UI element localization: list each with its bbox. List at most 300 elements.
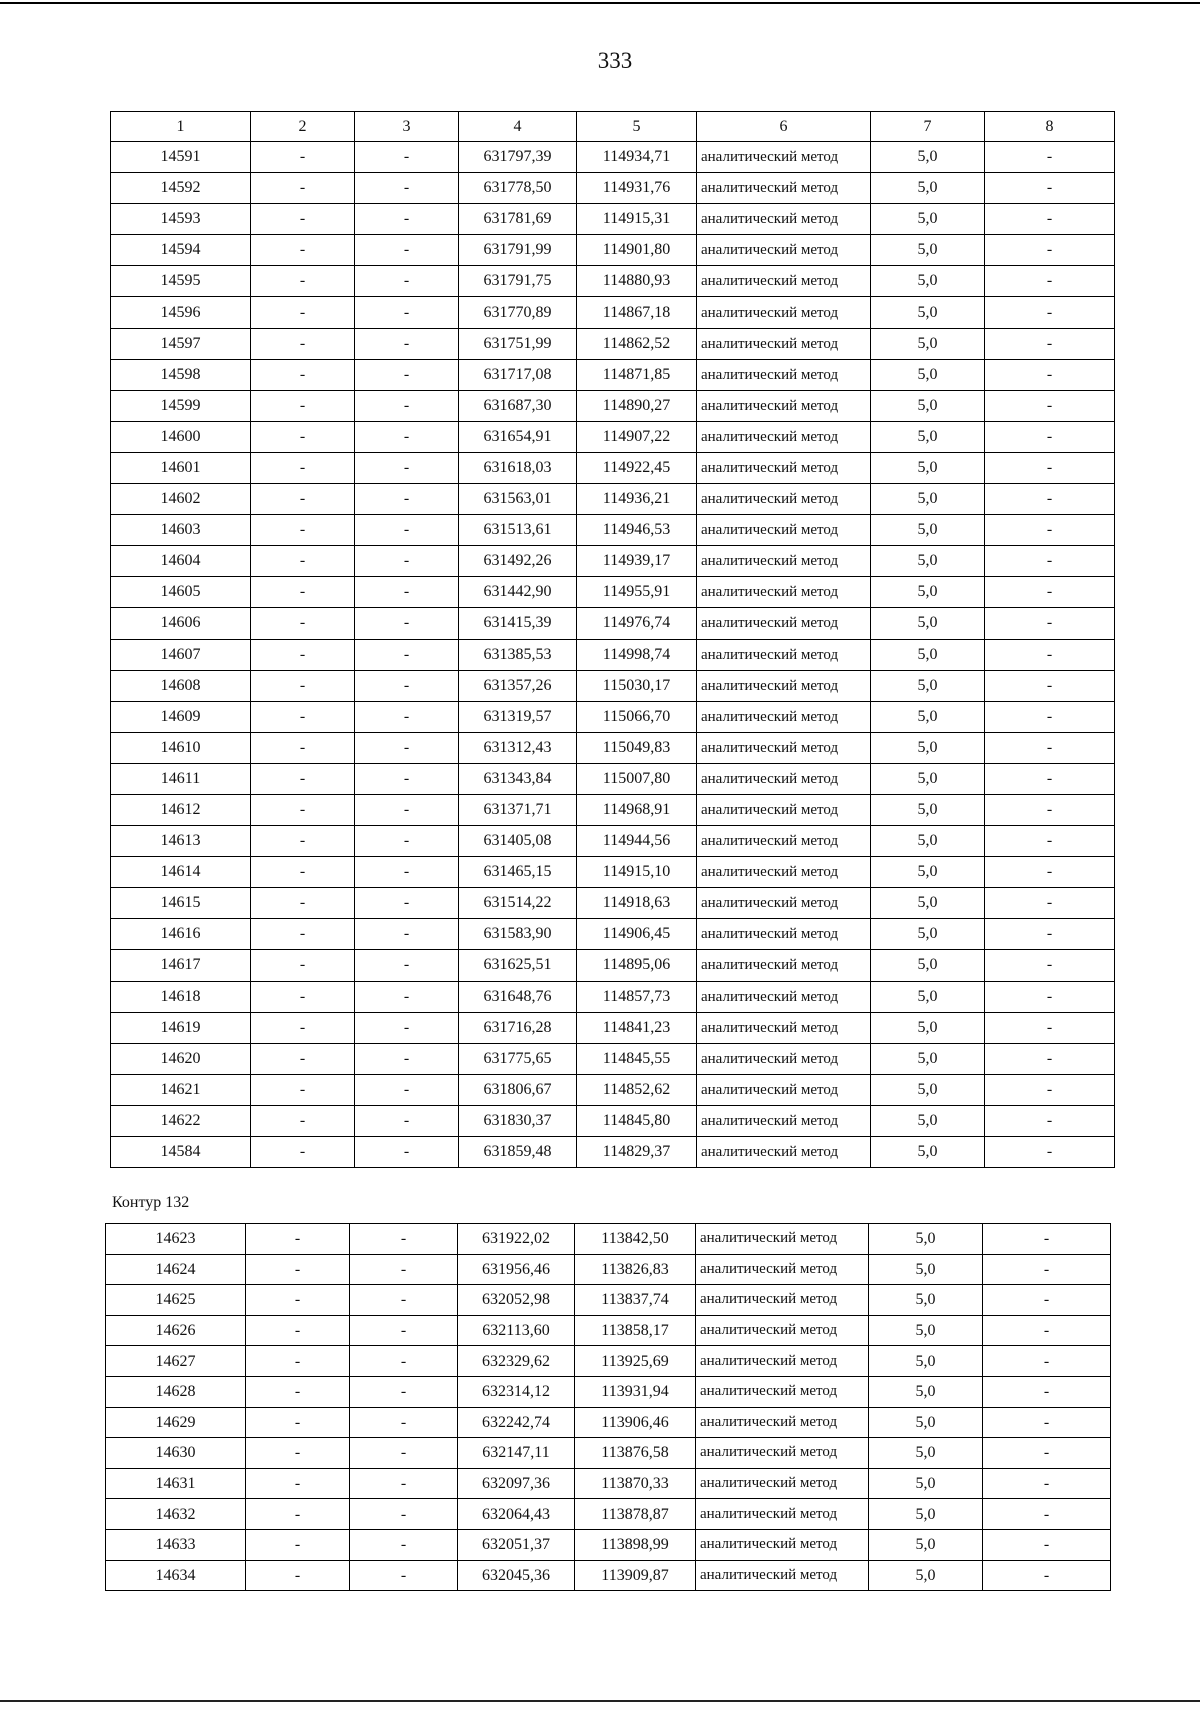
table-cell: 114936,21: [577, 484, 697, 515]
table-cell: аналитический метод: [696, 1224, 869, 1255]
table-cell: 632052,98: [458, 1285, 575, 1316]
table-cell: аналитический метод: [697, 390, 871, 421]
table-cell: 114906,45: [577, 919, 697, 950]
table-row: [111, 981, 1115, 1012]
table-row: [111, 546, 1115, 577]
table-cell: -: [355, 546, 459, 577]
table-cell: 5,0: [871, 1012, 985, 1043]
table-row: [106, 1407, 1111, 1438]
table-cell: -: [350, 1438, 458, 1469]
table-row: [106, 1468, 1111, 1499]
table-cell: 631492,26: [459, 546, 577, 577]
table-cell: -: [246, 1407, 350, 1438]
table-cell: аналитический метод: [696, 1346, 869, 1377]
table-cell: аналитический метод: [697, 794, 871, 825]
table-row: [106, 1315, 1111, 1346]
table-cell: 113837,74: [575, 1285, 696, 1316]
table-cell: 631319,57: [459, 701, 577, 732]
table-cell: 114871,85: [577, 359, 697, 390]
table-cell: 631583,90: [459, 919, 577, 950]
table-cell: -: [985, 452, 1115, 483]
table-cell: 5,0: [869, 1346, 983, 1377]
table-cell: 5,0: [871, 608, 985, 639]
table-cell: 14617: [111, 950, 251, 981]
table-cell: 631514,22: [459, 888, 577, 919]
table-cell: 14612: [111, 794, 251, 825]
table-cell: 631654,91: [459, 421, 577, 452]
table-cell: -: [251, 235, 355, 266]
table-cell: аналитический метод: [697, 266, 871, 297]
table-cell: -: [355, 857, 459, 888]
table-cell: аналитический метод: [696, 1254, 869, 1285]
table-row: [111, 390, 1115, 421]
table-cell: -: [985, 204, 1115, 235]
table-cell: -: [985, 857, 1115, 888]
table-cell: 5,0: [871, 515, 985, 546]
table-cell: 113842,50: [575, 1224, 696, 1255]
table-cell: -: [350, 1499, 458, 1530]
table-cell: 14606: [111, 608, 251, 639]
table-cell: 5,0: [871, 1137, 985, 1168]
table-cell: -: [251, 701, 355, 732]
table-cell: аналитический метод: [697, 484, 871, 515]
table-cell: аналитический метод: [697, 639, 871, 670]
table-cell: 5,0: [871, 732, 985, 763]
table-cell: 114890,27: [577, 390, 697, 421]
table-cell: -: [355, 1012, 459, 1043]
table-row: [111, 763, 1115, 794]
table-cell: 5,0: [871, 390, 985, 421]
table-row: [111, 484, 1115, 515]
table-cell: 632329,62: [458, 1346, 575, 1377]
table-row: [111, 359, 1115, 390]
table-cell: 113870,33: [575, 1468, 696, 1499]
table-cell: 14631: [106, 1468, 246, 1499]
table-cell: -: [251, 857, 355, 888]
table-cell: -: [355, 1105, 459, 1136]
table-cell: 5,0: [871, 1074, 985, 1105]
table-cell: 631770,89: [459, 297, 577, 328]
table-cell: аналитический метод: [697, 204, 871, 235]
table-cell: -: [251, 919, 355, 950]
table-cell: -: [983, 1346, 1111, 1377]
table-cell: 114931,76: [577, 173, 697, 204]
table-row: [111, 1012, 1115, 1043]
table-cell: аналитический метод: [697, 515, 871, 546]
table-cell: 115066,70: [577, 701, 697, 732]
table-cell: 3: [355, 112, 459, 142]
table-cell: 5: [577, 112, 697, 142]
table-cell: 632113,60: [458, 1315, 575, 1346]
table-cell: 631859,48: [459, 1137, 577, 1168]
table-cell: 5,0: [871, 421, 985, 452]
table-cell: аналитический метод: [697, 1105, 871, 1136]
table-row: [111, 888, 1115, 919]
table-cell: 632242,74: [458, 1407, 575, 1438]
table-cell: 14592: [111, 173, 251, 204]
table-row: [106, 1560, 1111, 1591]
table-cell: 113898,99: [575, 1529, 696, 1560]
table-cell: -: [355, 701, 459, 732]
table-cell: -: [983, 1376, 1111, 1407]
table-cell: -: [355, 1137, 459, 1168]
table-row: [111, 235, 1115, 266]
table-cell: -: [350, 1468, 458, 1499]
table-cell: 114845,80: [577, 1105, 697, 1136]
table-cell: -: [355, 1074, 459, 1105]
table-cell: -: [251, 888, 355, 919]
table-cell: 114968,91: [577, 794, 697, 825]
table-cell: 631791,99: [459, 235, 577, 266]
table-cell: 14600: [111, 421, 251, 452]
table-cell: 8: [985, 112, 1115, 142]
table-cell: 5,0: [871, 1105, 985, 1136]
table-cell: 114857,73: [577, 981, 697, 1012]
table-cell: 631716,28: [459, 1012, 577, 1043]
table-cell: -: [355, 390, 459, 421]
table-cell: -: [985, 981, 1115, 1012]
table-cell: -: [355, 297, 459, 328]
table-cell: -: [985, 421, 1115, 452]
table-cell: -: [355, 266, 459, 297]
table-cell: -: [251, 546, 355, 577]
table-cell: -: [246, 1315, 350, 1346]
table-cell: -: [985, 142, 1115, 173]
table-cell: 14615: [111, 888, 251, 919]
table-cell: аналитический метод: [697, 981, 871, 1012]
table-row: [111, 515, 1115, 546]
table-row: [106, 1438, 1111, 1469]
table-cell: 5,0: [871, 701, 985, 732]
table-cell: аналитический метод: [697, 826, 871, 857]
table-cell: -: [355, 452, 459, 483]
table-cell: 5,0: [869, 1499, 983, 1530]
table-cell: 114955,91: [577, 577, 697, 608]
table-cell: 14610: [111, 732, 251, 763]
table-cell: -: [355, 328, 459, 359]
table-cell: -: [251, 266, 355, 297]
table-cell: -: [350, 1315, 458, 1346]
table-cell: 114867,18: [577, 297, 697, 328]
table-cell: 114976,74: [577, 608, 697, 639]
table-cell: -: [246, 1376, 350, 1407]
table-cell: -: [355, 359, 459, 390]
table-cell: 14611: [111, 763, 251, 794]
table-cell: 114998,74: [577, 639, 697, 670]
table-row: [106, 1529, 1111, 1560]
table-cell: 631956,46: [458, 1254, 575, 1285]
table-cell: -: [251, 763, 355, 794]
table-cell: 114845,55: [577, 1043, 697, 1074]
table-cell: 114862,52: [577, 328, 697, 359]
table-cell: 7: [871, 112, 985, 142]
table-cell: -: [246, 1468, 350, 1499]
table-cell: -: [985, 1074, 1115, 1105]
table-cell: 113931,94: [575, 1376, 696, 1407]
table-cell: 6: [697, 112, 871, 142]
table-cell: 14634: [106, 1560, 246, 1591]
table-cell: -: [355, 235, 459, 266]
table-cell: -: [251, 826, 355, 857]
table-cell: 5,0: [869, 1224, 983, 1255]
table-cell: -: [355, 794, 459, 825]
table-cell: -: [246, 1346, 350, 1377]
table-cell: аналитический метод: [697, 173, 871, 204]
table-cell: 5,0: [871, 235, 985, 266]
table-cell: 14614: [111, 857, 251, 888]
table-cell: 113906,46: [575, 1407, 696, 1438]
table-cell: 14626: [106, 1315, 246, 1346]
table-cell: -: [985, 1043, 1115, 1074]
table-cell: аналитический метод: [697, 1012, 871, 1043]
contour-label: Контур 132: [112, 1194, 190, 1211]
table-cell: 631922,02: [458, 1224, 575, 1255]
table-cell: 631687,30: [459, 390, 577, 421]
table-cell: 115049,83: [577, 732, 697, 763]
table-cell: 631775,65: [459, 1043, 577, 1074]
table-cell: 631781,69: [459, 204, 577, 235]
table-cell: -: [355, 608, 459, 639]
table-cell: аналитический метод: [697, 608, 871, 639]
table-cell: 5,0: [871, 452, 985, 483]
table-cell: -: [983, 1407, 1111, 1438]
table-cell: -: [355, 1043, 459, 1074]
table-cell: 114841,23: [577, 1012, 697, 1043]
table-cell: 631618,03: [459, 452, 577, 483]
table-cell: 114852,62: [577, 1074, 697, 1105]
table-cell: 114918,63: [577, 888, 697, 919]
table-cell: -: [985, 390, 1115, 421]
table-cell: -: [985, 888, 1115, 919]
table-row: [106, 1499, 1111, 1530]
table-row: [111, 328, 1115, 359]
table-cell: -: [246, 1438, 350, 1469]
table-row: [111, 1074, 1115, 1105]
table-cell: 5,0: [871, 981, 985, 1012]
table-cell: 5,0: [871, 670, 985, 701]
table-cell: 114829,37: [577, 1137, 697, 1168]
table-cell: 14601: [111, 452, 251, 483]
table-cell: -: [251, 1074, 355, 1105]
contour-132-table: [105, 1223, 1111, 1591]
table-cell: 114946,53: [577, 515, 697, 546]
table-cell: 14623: [106, 1224, 246, 1255]
table-cell: 14597: [111, 328, 251, 359]
table-cell: -: [985, 670, 1115, 701]
table-cell: -: [983, 1560, 1111, 1591]
table-cell: 14598: [111, 359, 251, 390]
table-cell: -: [355, 888, 459, 919]
table-cell: 113925,69: [575, 1346, 696, 1377]
table-cell: аналитический метод: [697, 888, 871, 919]
table-cell: -: [355, 421, 459, 452]
table-cell: -: [985, 701, 1115, 732]
table-cell: аналитический метод: [697, 452, 871, 483]
table-cell: -: [355, 484, 459, 515]
table-cell: 114901,80: [577, 235, 697, 266]
table-cell: -: [985, 359, 1115, 390]
table-cell: аналитический метод: [697, 701, 871, 732]
table-cell: -: [350, 1346, 458, 1377]
table-cell: аналитический метод: [697, 328, 871, 359]
table-cell: 114907,22: [577, 421, 697, 452]
table-cell: 5,0: [871, 1043, 985, 1074]
table-cell: -: [355, 919, 459, 950]
table-cell: 14625: [106, 1285, 246, 1316]
table-cell: -: [251, 577, 355, 608]
table-cell: -: [251, 794, 355, 825]
table-cell: 631357,26: [459, 670, 577, 701]
table-cell: 14620: [111, 1043, 251, 1074]
table-row: [111, 857, 1115, 888]
table-cell: -: [251, 297, 355, 328]
table-cell: 5,0: [871, 577, 985, 608]
table-cell: -: [985, 763, 1115, 794]
table-cell: -: [985, 297, 1115, 328]
table-cell: аналитический метод: [696, 1376, 869, 1407]
table-header-row: [111, 112, 1115, 142]
table-cell: -: [985, 1105, 1115, 1136]
table-cell: -: [355, 142, 459, 173]
table-cell: -: [251, 359, 355, 390]
table-cell: аналитический метод: [697, 421, 871, 452]
table-row: [111, 1105, 1115, 1136]
table-cell: -: [985, 546, 1115, 577]
top-border-line: [0, 2, 1200, 4]
table-cell: 14594: [111, 235, 251, 266]
table-cell: аналитический метод: [697, 919, 871, 950]
coordinates-table: [110, 111, 1115, 1168]
table-cell: аналитический метод: [696, 1407, 869, 1438]
table-cell: 5,0: [869, 1560, 983, 1591]
table-cell: 14619: [111, 1012, 251, 1043]
table-cell: 1: [111, 112, 251, 142]
table-cell: 14629: [106, 1407, 246, 1438]
table-cell: аналитический метод: [697, 670, 871, 701]
table-cell: 631648,76: [459, 981, 577, 1012]
table-row: [111, 421, 1115, 452]
table-cell: аналитический метод: [697, 359, 871, 390]
table-cell: 631717,08: [459, 359, 577, 390]
table-cell: аналитический метод: [696, 1560, 869, 1591]
table-cell: -: [355, 981, 459, 1012]
table-row: [111, 794, 1115, 825]
table-cell: 632045,36: [458, 1560, 575, 1591]
table-cell: 14624: [106, 1254, 246, 1285]
table-cell: -: [985, 266, 1115, 297]
table-cell: аналитический метод: [697, 950, 871, 981]
table-cell: 5,0: [869, 1315, 983, 1346]
table-cell: -: [251, 204, 355, 235]
table-cell: -: [985, 826, 1115, 857]
table-cell: 632064,43: [458, 1499, 575, 1530]
table-cell: 5,0: [871, 328, 985, 359]
table-cell: -: [983, 1285, 1111, 1316]
table-cell: -: [246, 1285, 350, 1316]
table-cell: -: [251, 732, 355, 763]
table-cell: 115007,80: [577, 763, 697, 794]
table-row: [111, 670, 1115, 701]
table-cell: 631778,50: [459, 173, 577, 204]
table-cell: 5,0: [871, 826, 985, 857]
table-cell: -: [246, 1224, 350, 1255]
table-cell: 14591: [111, 142, 251, 173]
table-cell: -: [985, 794, 1115, 825]
table-cell: -: [985, 1012, 1115, 1043]
table-row: [111, 266, 1115, 297]
table-cell: 14613: [111, 826, 251, 857]
table-cell: аналитический метод: [697, 577, 871, 608]
table-cell: 113909,87: [575, 1560, 696, 1591]
table-cell: 14608: [111, 670, 251, 701]
table-cell: -: [985, 484, 1115, 515]
table-cell: аналитический метод: [697, 732, 871, 763]
table-cell: 113878,87: [575, 1499, 696, 1530]
table-row: [106, 1285, 1111, 1316]
table-cell: -: [246, 1499, 350, 1530]
bottom-border-line: [0, 1700, 1200, 1702]
table-cell: 113858,17: [575, 1315, 696, 1346]
table-cell: 114939,17: [577, 546, 697, 577]
table-row: [111, 1043, 1115, 1074]
table-cell: 632097,36: [458, 1468, 575, 1499]
table-cell: -: [350, 1560, 458, 1591]
table-cell: -: [355, 826, 459, 857]
table-cell: -: [246, 1254, 350, 1285]
table-cell: 14609: [111, 701, 251, 732]
table-cell: -: [983, 1468, 1111, 1499]
table-cell: 5,0: [871, 950, 985, 981]
table-cell: 14603: [111, 515, 251, 546]
table-cell: -: [985, 235, 1115, 266]
table-cell: 5,0: [871, 173, 985, 204]
table-cell: 5,0: [871, 297, 985, 328]
page-number: 333: [597, 48, 633, 73]
table-row: [111, 173, 1115, 204]
table-cell: -: [251, 421, 355, 452]
table-cell: 5,0: [869, 1529, 983, 1560]
table-cell: 5,0: [871, 266, 985, 297]
table-cell: -: [983, 1254, 1111, 1285]
table-cell: 632051,37: [458, 1529, 575, 1560]
table-cell: 113876,58: [575, 1438, 696, 1469]
table-cell: -: [246, 1529, 350, 1560]
table-cell: 5,0: [871, 857, 985, 888]
table-cell: 114915,10: [577, 857, 697, 888]
table-cell: -: [985, 608, 1115, 639]
table-cell: аналитический метод: [696, 1529, 869, 1560]
table-cell: -: [985, 950, 1115, 981]
table-row: [111, 950, 1115, 981]
table-row: [111, 639, 1115, 670]
table-cell: 5,0: [871, 639, 985, 670]
table-cell: аналитический метод: [697, 1074, 871, 1105]
table-cell: -: [350, 1224, 458, 1255]
table-cell: -: [983, 1499, 1111, 1530]
table-cell: аналитический метод: [697, 857, 871, 888]
table-row: [111, 732, 1115, 763]
table-cell: -: [355, 639, 459, 670]
table-cell: -: [355, 763, 459, 794]
table-cell: -: [985, 515, 1115, 546]
table-cell: 115030,17: [577, 670, 697, 701]
table-cell: 4: [459, 112, 577, 142]
table-cell: аналитический метод: [697, 1137, 871, 1168]
table-cell: -: [983, 1315, 1111, 1346]
table-cell: -: [985, 639, 1115, 670]
table-cell: 631563,01: [459, 484, 577, 515]
table-cell: -: [983, 1224, 1111, 1255]
